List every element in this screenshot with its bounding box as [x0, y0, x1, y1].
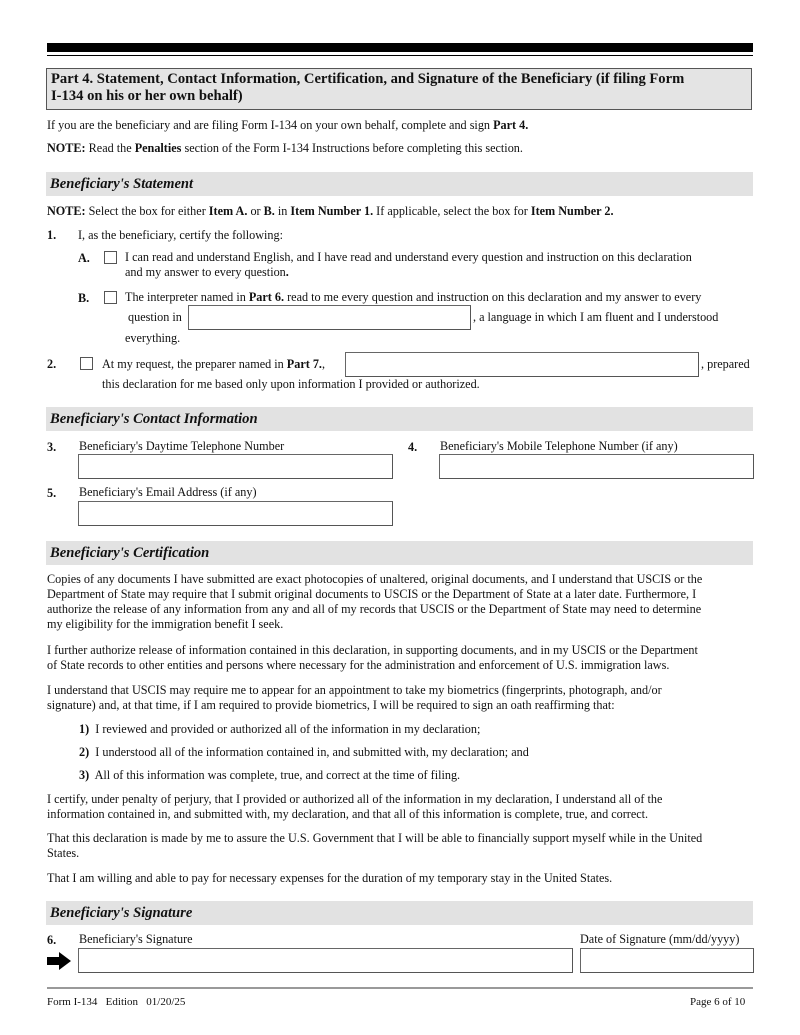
note-text-end: section of the Form I-134 Instructions before completing this section.: [181, 141, 523, 155]
certification-paragraph-5: [47, 831, 757, 861]
part-4-header: [46, 68, 752, 110]
item-1a-period: .: [285, 265, 289, 279]
note-label: NOTE:: [47, 204, 86, 218]
item-1b-letter: B.: [78, 291, 90, 305]
item-1-text: I, as the beneficiary, certify the following:: [78, 228, 283, 242]
item-1b-after-field: , a language in which I am fluent and I understood: [473, 310, 719, 324]
note-bold: Item Number 2.: [530, 204, 614, 218]
certification-paragraph-2: [47, 643, 757, 673]
item-1a-line-1: I can read and understand English, and I have read and understand every question and instruction on this declaration: [125, 250, 692, 264]
certification-paragraph-1: [47, 572, 757, 632]
oath-number: 2): [79, 745, 90, 759]
date-of-signature-label: Date of Signature (mm/dd/yyyy): [580, 932, 740, 946]
note-text: Read the: [85, 141, 135, 155]
intro-text-body: If you are the beneficiary and are filing Form I-134 on your own behalf, complete and sign: [47, 118, 494, 132]
statement-note: [47, 204, 614, 219]
cert-p1-line: Department of State may require that I submit original documents to USCIS or the Department of State at a later date. Furthermore, I: [47, 587, 697, 601]
mobile-phone-field[interactable]: [439, 454, 754, 479]
cert-p3-line: signature) and, at that time, if I am required to provide biometrics, I will be required to sign an oath reaffirming that:: [47, 698, 615, 712]
item-2-part7: Part 7.: [286, 357, 322, 371]
note-bold: Item A.: [208, 204, 248, 218]
cert-p3-line: I understand that USCIS may require me to appear for an appointment to take my biometrics (fingerprints, photograph, and/or: [47, 683, 662, 697]
cert-p1-line: authorize the release of any information from any and all of my records that USCIS or the Department of State may need to determine: [47, 602, 702, 616]
top-rule-thin: [47, 55, 753, 56]
item-2-comma: ,: [321, 357, 326, 371]
date-of-signature-field[interactable]: [580, 948, 754, 973]
preparer-name-field[interactable]: [345, 352, 699, 377]
item-1b-line-3: everything.: [125, 331, 181, 345]
item-1a-line-2-text: and my answer to every question: [125, 265, 286, 279]
cert-p4-line: information contained in, and submitted with, my declaration, and that all of this information is complete, true, and correct.: [47, 807, 649, 821]
item-1-number: 1.: [47, 228, 57, 242]
page-number: Page 6 of 10: [690, 996, 746, 1008]
cert-p4-line: I certify, under penalty of perjury, that I provided or authorized all of the information in my declaration, I understand all of the: [47, 792, 663, 806]
item-3-number: 3.: [47, 440, 57, 454]
item-1a-line-2: [125, 265, 289, 280]
cert-p2-line: of State records to other entities and persons where necessary for the administration and enforcement of U.S. immigration laws.: [47, 658, 670, 672]
item-1b-part6: Part 6.: [248, 290, 285, 304]
oath-text: I reviewed and provided or authorized all of the information in my declaration;: [95, 722, 481, 736]
oath-number: 1): [79, 722, 90, 736]
language-field[interactable]: [188, 305, 471, 330]
item-2-text: At my request, the preparer named in: [102, 357, 287, 371]
note-text: Select the box for either: [85, 204, 209, 218]
item-5-label: Beneficiary's Email Address (if any): [79, 485, 257, 499]
section-beneficiary-statement: Beneficiary's Statement: [46, 172, 753, 196]
item-2-number: 2.: [47, 357, 57, 371]
item-1a-checkbox[interactable]: [104, 251, 117, 264]
note-bold: Item Number 1.: [290, 204, 374, 218]
part-header-line-1: Part 4. Statement, Contact Information, Certification, and Signature of the Beneficiary (if filing Form: [51, 71, 685, 87]
penalties-note: [47, 141, 523, 156]
item-5-number: 5.: [47, 486, 57, 500]
note-bold: B.: [263, 204, 275, 218]
item-3-label: Beneficiary's Daytime Telephone Number: [79, 439, 285, 453]
intro-text-bold: Part 4.: [493, 118, 529, 132]
item-1b-text-end: read to me every question and instruction on this declaration and my answer to every: [284, 290, 702, 304]
item-2-line-2: this declaration for me based only upon information I provided or authorized.: [102, 377, 480, 391]
top-rule-thick: [47, 43, 753, 52]
signature-label: Beneficiary's Signature: [79, 932, 193, 946]
cert-p5-line: That this declaration is made by me to assure the U.S. Government that I will be able to financially support myself while in the United: [47, 831, 703, 845]
item-6-number: 6.: [47, 933, 57, 947]
oath-item-2: [79, 745, 529, 760]
note-text: in: [274, 204, 291, 218]
note-text: If applicable, select the box for: [373, 204, 531, 218]
cert-p1-line: Copies of any documents I have submitted are exact photocopies of unaltered, original documents, and I understand that USCIS or the: [47, 572, 703, 586]
cert-p2-line: I further authorize release of information contained in this declaration, in supporting documents, and in my USCIS or the Department: [47, 643, 698, 657]
item-2-line-1: [102, 357, 325, 372]
item-4-label: Beneficiary's Mobile Telephone Number (if any): [440, 439, 678, 453]
penalties-bold: Penalties: [134, 141, 182, 155]
daytime-phone-field[interactable]: [78, 454, 393, 479]
item-1b-question-in: question in: [128, 310, 182, 324]
beneficiary-signature-field[interactable]: [78, 948, 573, 973]
form-edition: Form I-134 Edition 01/20/25: [47, 996, 186, 1008]
cert-p1-line: my eligibility for the immigration benefit I seek.: [47, 617, 284, 631]
oath-item-3: [79, 768, 460, 783]
oath-number: 3): [79, 768, 90, 782]
note-text: or: [247, 204, 264, 218]
cert-p5-line: States.: [47, 846, 80, 860]
item-1b-line-1: [125, 290, 701, 305]
item-1a-letter: A.: [78, 251, 90, 265]
footer-rule: [47, 987, 753, 989]
part-header-line-2: I-134 on his or her own behalf): [51, 88, 243, 104]
certification-paragraph-3: [47, 683, 757, 713]
intro-text: [47, 118, 528, 133]
item-2-after-field: , prepared: [701, 357, 750, 371]
right-arrow-icon: [47, 952, 71, 974]
item-2-checkbox[interactable]: [80, 357, 93, 370]
oath-text: All of this information was complete, true, and correct at the time of filing.: [94, 768, 461, 782]
item-4-number: 4.: [408, 440, 418, 454]
section-beneficiary-signature: Beneficiary's Signature: [46, 901, 753, 925]
oath-item-1: [79, 722, 480, 737]
item-1b-text: The interpreter named in: [125, 290, 249, 304]
certification-paragraph-6: That I am willing and able to pay for necessary expenses for the duration of my temporary stay in the United States.: [47, 871, 613, 885]
certification-paragraph-4: [47, 792, 757, 822]
section-beneficiary-certification: Beneficiary's Certification: [46, 541, 753, 565]
email-field[interactable]: [78, 501, 393, 526]
item-1b-checkbox[interactable]: [104, 291, 117, 304]
section-beneficiary-contact: Beneficiary's Contact Information: [46, 407, 753, 431]
oath-text: I understood all of the information contained in, and submitted with, my declaration; and: [95, 745, 529, 759]
note-label: NOTE:: [47, 141, 86, 155]
